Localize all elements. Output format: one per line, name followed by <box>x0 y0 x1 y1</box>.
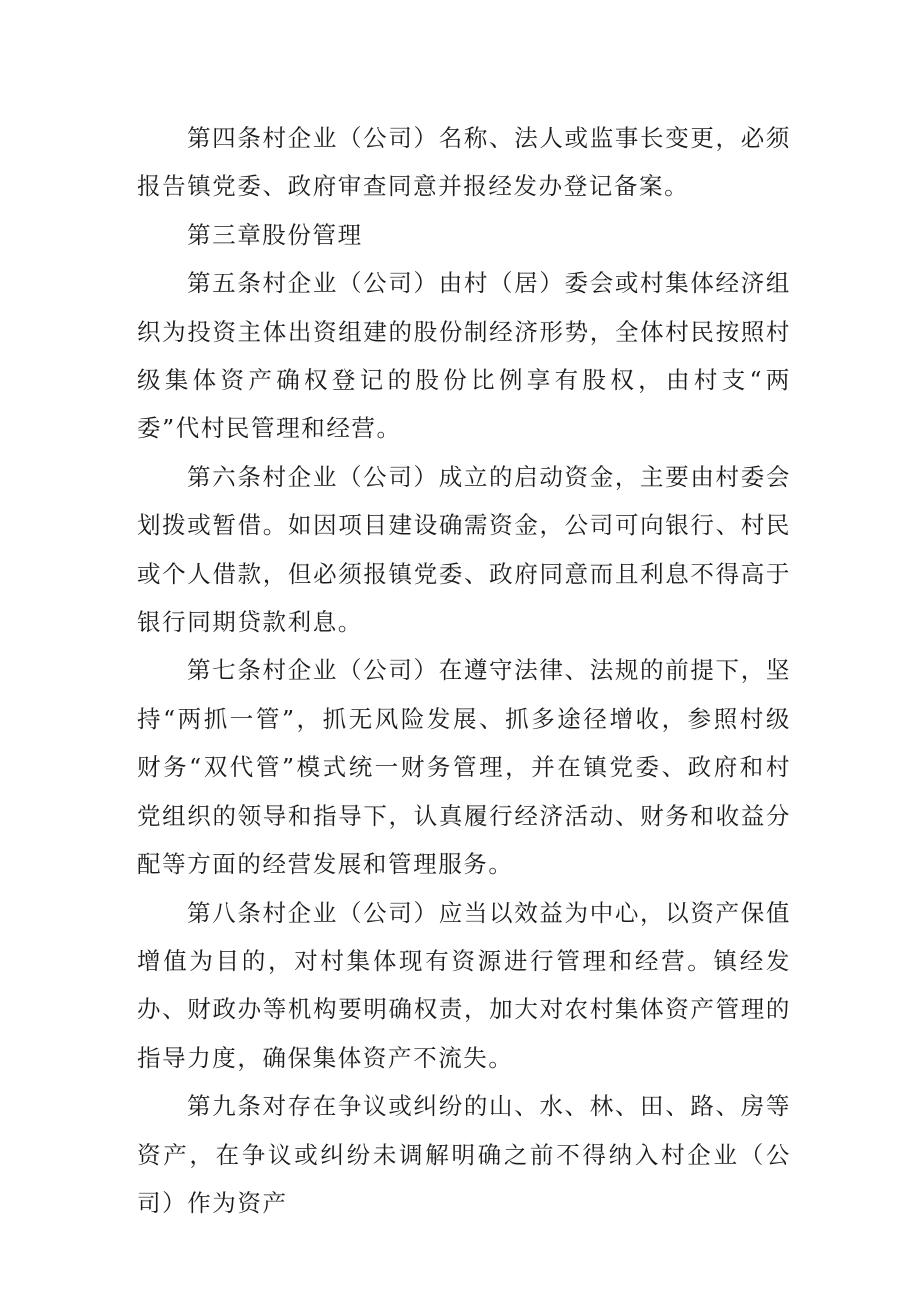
chapter-heading-3: 第三章股份管理 <box>187 220 363 249</box>
paragraph-article-6: 第六条村企业（公司）成立的启动资金，主要由村委会划拨或暂借。如因项目建设确需资金，公司可向银行、村民或个人借款，但必须报镇党委、政府同意而且利息不得高于银行同期贷款利息。 <box>137 462 791 637</box>
document-body <box>137 114 791 1227</box>
paragraph-article-7: 第七条村企业（公司）在遵守法律、法规的前提下，坚持“两抓一管”，抓无风险发展、抓多途径增收，参照村级财务“双代管”模式统一财务管理，并在镇党委、政府和村党组织的领导和指导下，认真履行经济活动、财务和收益分配等方面的经营发展和管理服务。 <box>137 656 791 879</box>
paragraph-article-4: 第四条村企业（公司）名称、法人或监事长变更，必须报告镇党委、政府审查同意并报经发办登记备案。 <box>137 124 791 201</box>
paragraph-article-9: 第九条对存在争议或纠纷的山、水、林、田、路、房等资产，在争议或纠纷未调解明确之前不得纳入村企业（公司）作为资产 <box>137 1092 791 1217</box>
paragraph-article-5: 第五条村企业（公司）由村（居）委会或村集体经济组织为投资主体出资组建的股份制经济形势，全体村民按照村级集体资产确权登记的股份比例享有股权，由村支“两委”代村民管理和经营。 <box>137 269 791 443</box>
paragraph-article-8: 第八条村企业（公司）应当以效益为中心，以资产保值增值为目的，对村集体现有资源进行管理和经营。镇经发办、财政办等机构要明确权责，加大对农村集体资产管理的指导力度，确保集体资产不流失。 <box>137 898 791 1072</box>
